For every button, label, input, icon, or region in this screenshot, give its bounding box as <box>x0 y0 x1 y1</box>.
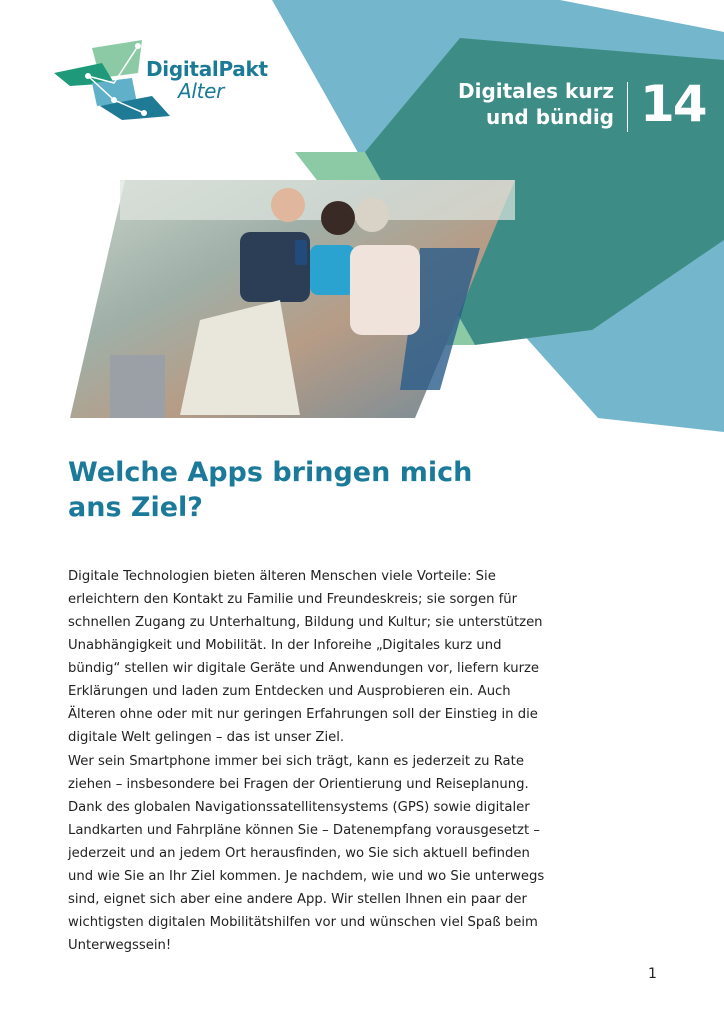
digitalpakt-alter-logo <box>52 38 282 128</box>
page-number: 1 <box>648 966 657 982</box>
body-paragraph: Wer sein Smartphone immer bei sich trägt, kann es jederzeit zu Rate ziehen – insbesondere bei Fragen der Orientierung und Reiseplanung. Dank des globalen Navigationssatellitensystems (GPS) sowie digitaler Landkarten und Fahrpläne können Sie – Datenempfang vorausgesetzt – jederzeit und an jedem Ort herausfinden, wo Sie sich aktuell befinden und wie Sie an Ihr Ziel kommen. Je nachdem, wie und wo Sie unterwegs sind, eignet sich aber eine andere App. Wir stellen Ihnen ein paar der wichtigsten digitalen Mobilitätshilfen vor und wünschen viel Spaß beim Unterwegssein! <box>68 754 545 953</box>
series-divider <box>627 82 628 132</box>
logo-text-digitalpakt: DigitalPakt <box>146 57 268 81</box>
logo-text-alter: Alter <box>178 79 225 103</box>
series-title-line1: Digitales kurz <box>457 79 614 103</box>
intro-paragraph: Digitale Technologien bieten älteren Menschen viele Vorteile: Sie erleichtern den Kontakt zu Familie und Freundeskreis; sie sorgen für schnellen Zugang zu Unterhaltung, Bildung und Kultur; sie unterstützen Unabhängigkeit und Mobilität. In der Inforeihe „Digitales kurz und bündig“ stellen wir digitale Geräte und Anwendungen vor, liefern kurze Erklärungen und laden zum Entdecken und Ausprobieren ein. Auch Älteren ohne oder mit nur geringen Erfahrungen soll der Einstieg in die digitale Welt gelingen – das ist unser Ziel. <box>68 569 543 745</box>
page-title-line1: Welche Apps bringen mich <box>68 457 473 488</box>
photo-seniors-with-smartphone <box>70 180 515 418</box>
page-title-line2: ans Ziel? <box>68 492 203 523</box>
issue-number: 14 <box>640 75 706 133</box>
page-title <box>68 455 472 525</box>
series-title-line2: und bündig <box>485 105 614 129</box>
series-title <box>458 78 614 130</box>
